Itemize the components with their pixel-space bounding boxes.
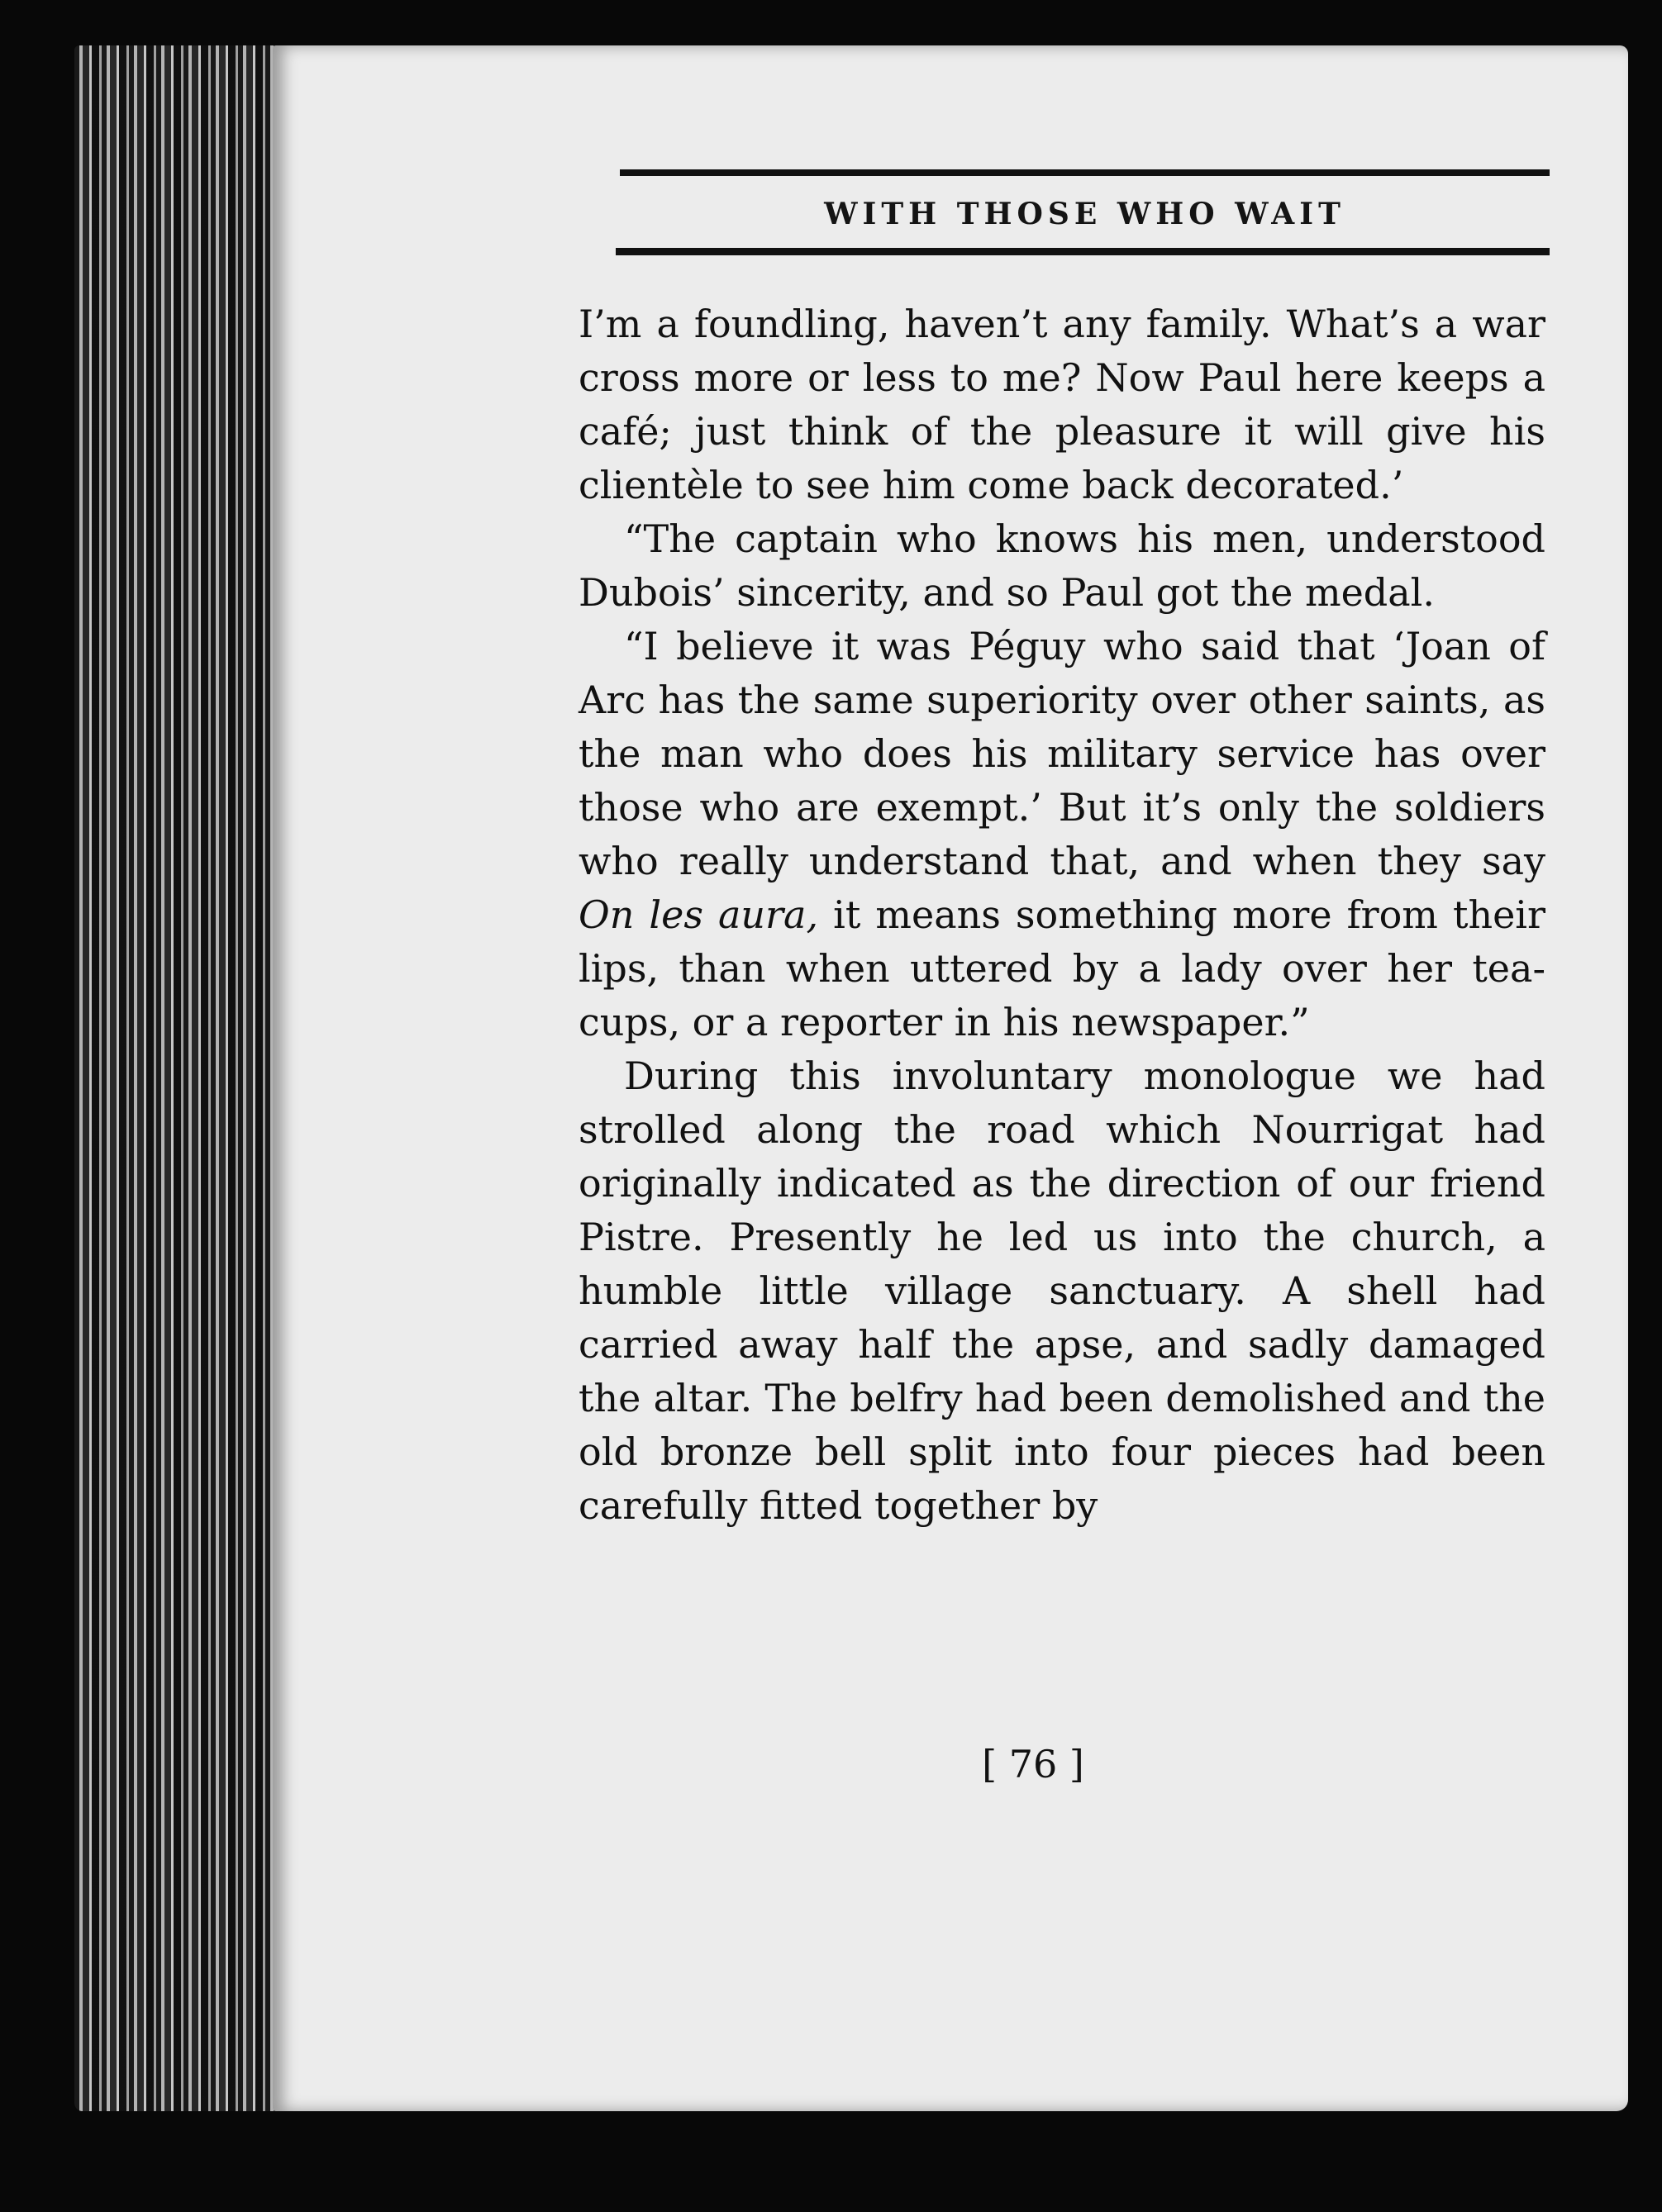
header-rule-bottom <box>616 248 1550 255</box>
paragraph-3-italic-phrase: On les aura, <box>579 892 819 937</box>
paragraph-3 <box>579 620 1545 1049</box>
paragraph-3-text-before: “I believe it was Péguy who said that ‘Joan of Arc has the same superiority over other saints, as the man who does his military service has over those who are exempt.’ But it’s only the soldiers who really understand that, and when they say <box>579 624 1545 883</box>
paragraph-1: I’m a foundling, haven’t any family. What’s a war cross more or less to me? Now Paul here keeps a café; just think of the pleasure it will give his clientèle to see him come back decorated.’ <box>579 302 1545 507</box>
paragraph-4: During this involuntary monologue we had strolled along the road which Nourrigat had originally indicated as the direction of our friend Pistre. Presently he led us into the church, a humble little village sanctuary. A shell had carried away half the apse, and sadly damaged the altar. The belfry had been demolished and the old bronze bell split into four pieces had been carefully fitted together by <box>579 1054 1545 1528</box>
header-rule-top <box>620 169 1550 176</box>
paragraph-2: “The captain who knows his men, understood Dubois’ sincerity, and so Paul got the medal. <box>579 516 1545 615</box>
body-text <box>579 297 1545 1533</box>
paragraph-3-text-after: it means something more from their lips, than when uttered by a lady over her tea-cups, or a reporter in his newspaper.” <box>579 892 1545 1044</box>
page-number: [ 76 ] <box>982 1742 1084 1786</box>
running-head: WITH THOSE WHO WAIT <box>824 197 1345 231</box>
book-fore-edge <box>74 45 285 2111</box>
